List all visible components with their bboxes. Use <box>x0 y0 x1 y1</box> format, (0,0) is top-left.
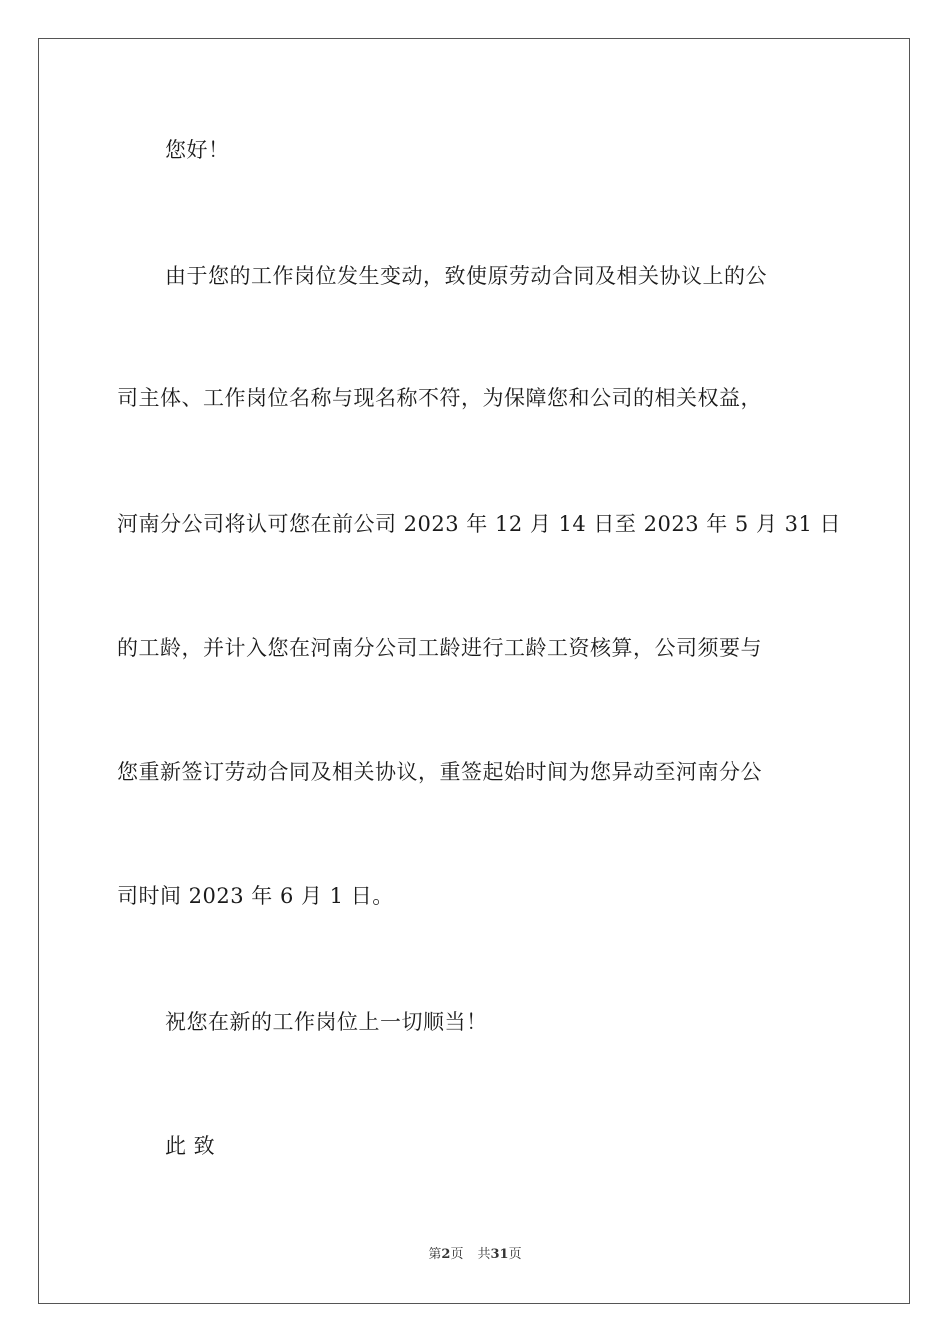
total-suffix: 页 <box>508 1247 522 1262</box>
body-line-5: 您重新签订劳动合同及相关协议，重签起始时间为您异动至河南分公 <box>117 760 762 784</box>
page-suffix: 页 <box>450 1247 464 1262</box>
page-footer <box>0 1246 950 1264</box>
closing-line: 此 致 <box>165 1134 216 1158</box>
page-number: 2 <box>441 1247 451 1262</box>
page-prefix: 第 <box>428 1247 442 1262</box>
body-line-1: 由于您的工作岗位发生变动，致使原劳动合同及相关协议上的公 <box>165 264 767 288</box>
body-line-2: 司主体、工作岗位名称与现名称不符，为保障您和公司的相关权益， <box>117 386 762 410</box>
page-frame <box>38 38 910 1304</box>
greeting: 您好！ <box>165 138 230 162</box>
wish-line: 祝您在新的工作岗位上一切顺当！ <box>165 1010 488 1034</box>
body-line-3: 河南分公司将认可您在前公司 2023 年 12 月 14 日至 2023 年 5 月 31 日 <box>117 512 842 536</box>
body-line-4: 的工龄，并计入您在河南分公司工龄进行工龄工资核算，公司须要与 <box>117 636 762 660</box>
total-prefix: 共 <box>477 1247 491 1262</box>
total-pages: 31 <box>490 1247 509 1262</box>
body-line-6: 司时间 2023 年 6 月 1 日。 <box>117 884 394 908</box>
